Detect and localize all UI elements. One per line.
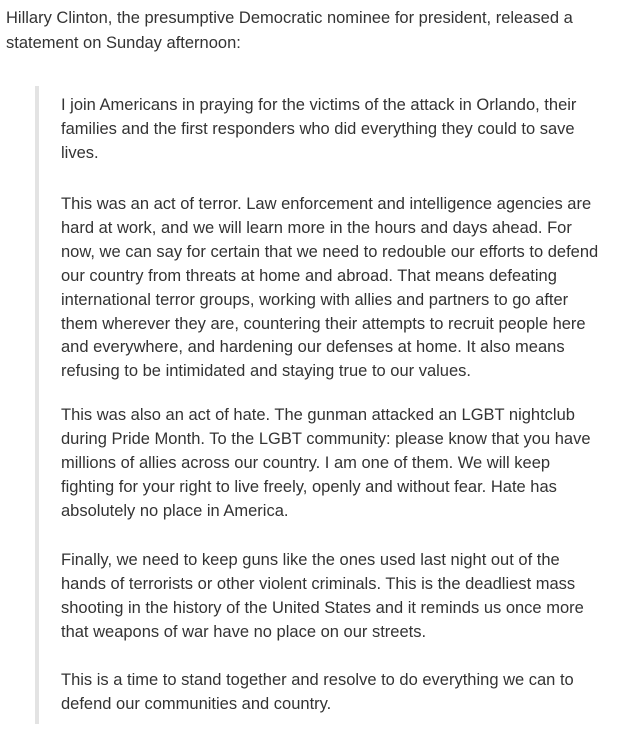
statement-paragraph-5: This is a time to stand together and resolve to do everything we can to defend our communities and country. (61, 671, 574, 713)
statement-blockquote (35, 86, 599, 724)
statement-paragraph-4: Finally, we need to keep guns like the ones used last night out of the hands of terrorists or other violent criminals. This is the deadliest mass shooting in the history of the United States and it reminds us once more that weapons of war have no place on our streets. (61, 551, 584, 641)
intro-text: Hillary Clinton, the presumptive Democratic nominee for president, released a statement on Sunday afternoon: (6, 9, 573, 52)
statement-paragraph-2: This was an act of terror. Law enforcement and intelligence agencies are hard at work, and we will learn more in the hours and days ahead. For now, we can say for certain that we need to redouble our efforts to defend our country from threats at home and abroad. That means defeating international terror groups, working with allies and partners to go after them wherever they are, countering their attempts to recruit people here and everywhere, and hardening our defenses at home. It also means refusing to be intimidated and staying true to our values. (61, 195, 599, 381)
statement-paragraph-3: This was also an act of hate. The gunman attacked an LGBT nightclub during Pride Month. To the LGBT community: please know that you have millions of allies across our country. I am one of them. We will keep fighting for your right to live freely, openly and without fear. Hate has absolutely no place in America. (61, 406, 591, 520)
statement-paragraph-1: I join Americans in praying for the victims of the attack in Orlando, their families and the first responders who did everything they could to save lives. (61, 96, 577, 162)
